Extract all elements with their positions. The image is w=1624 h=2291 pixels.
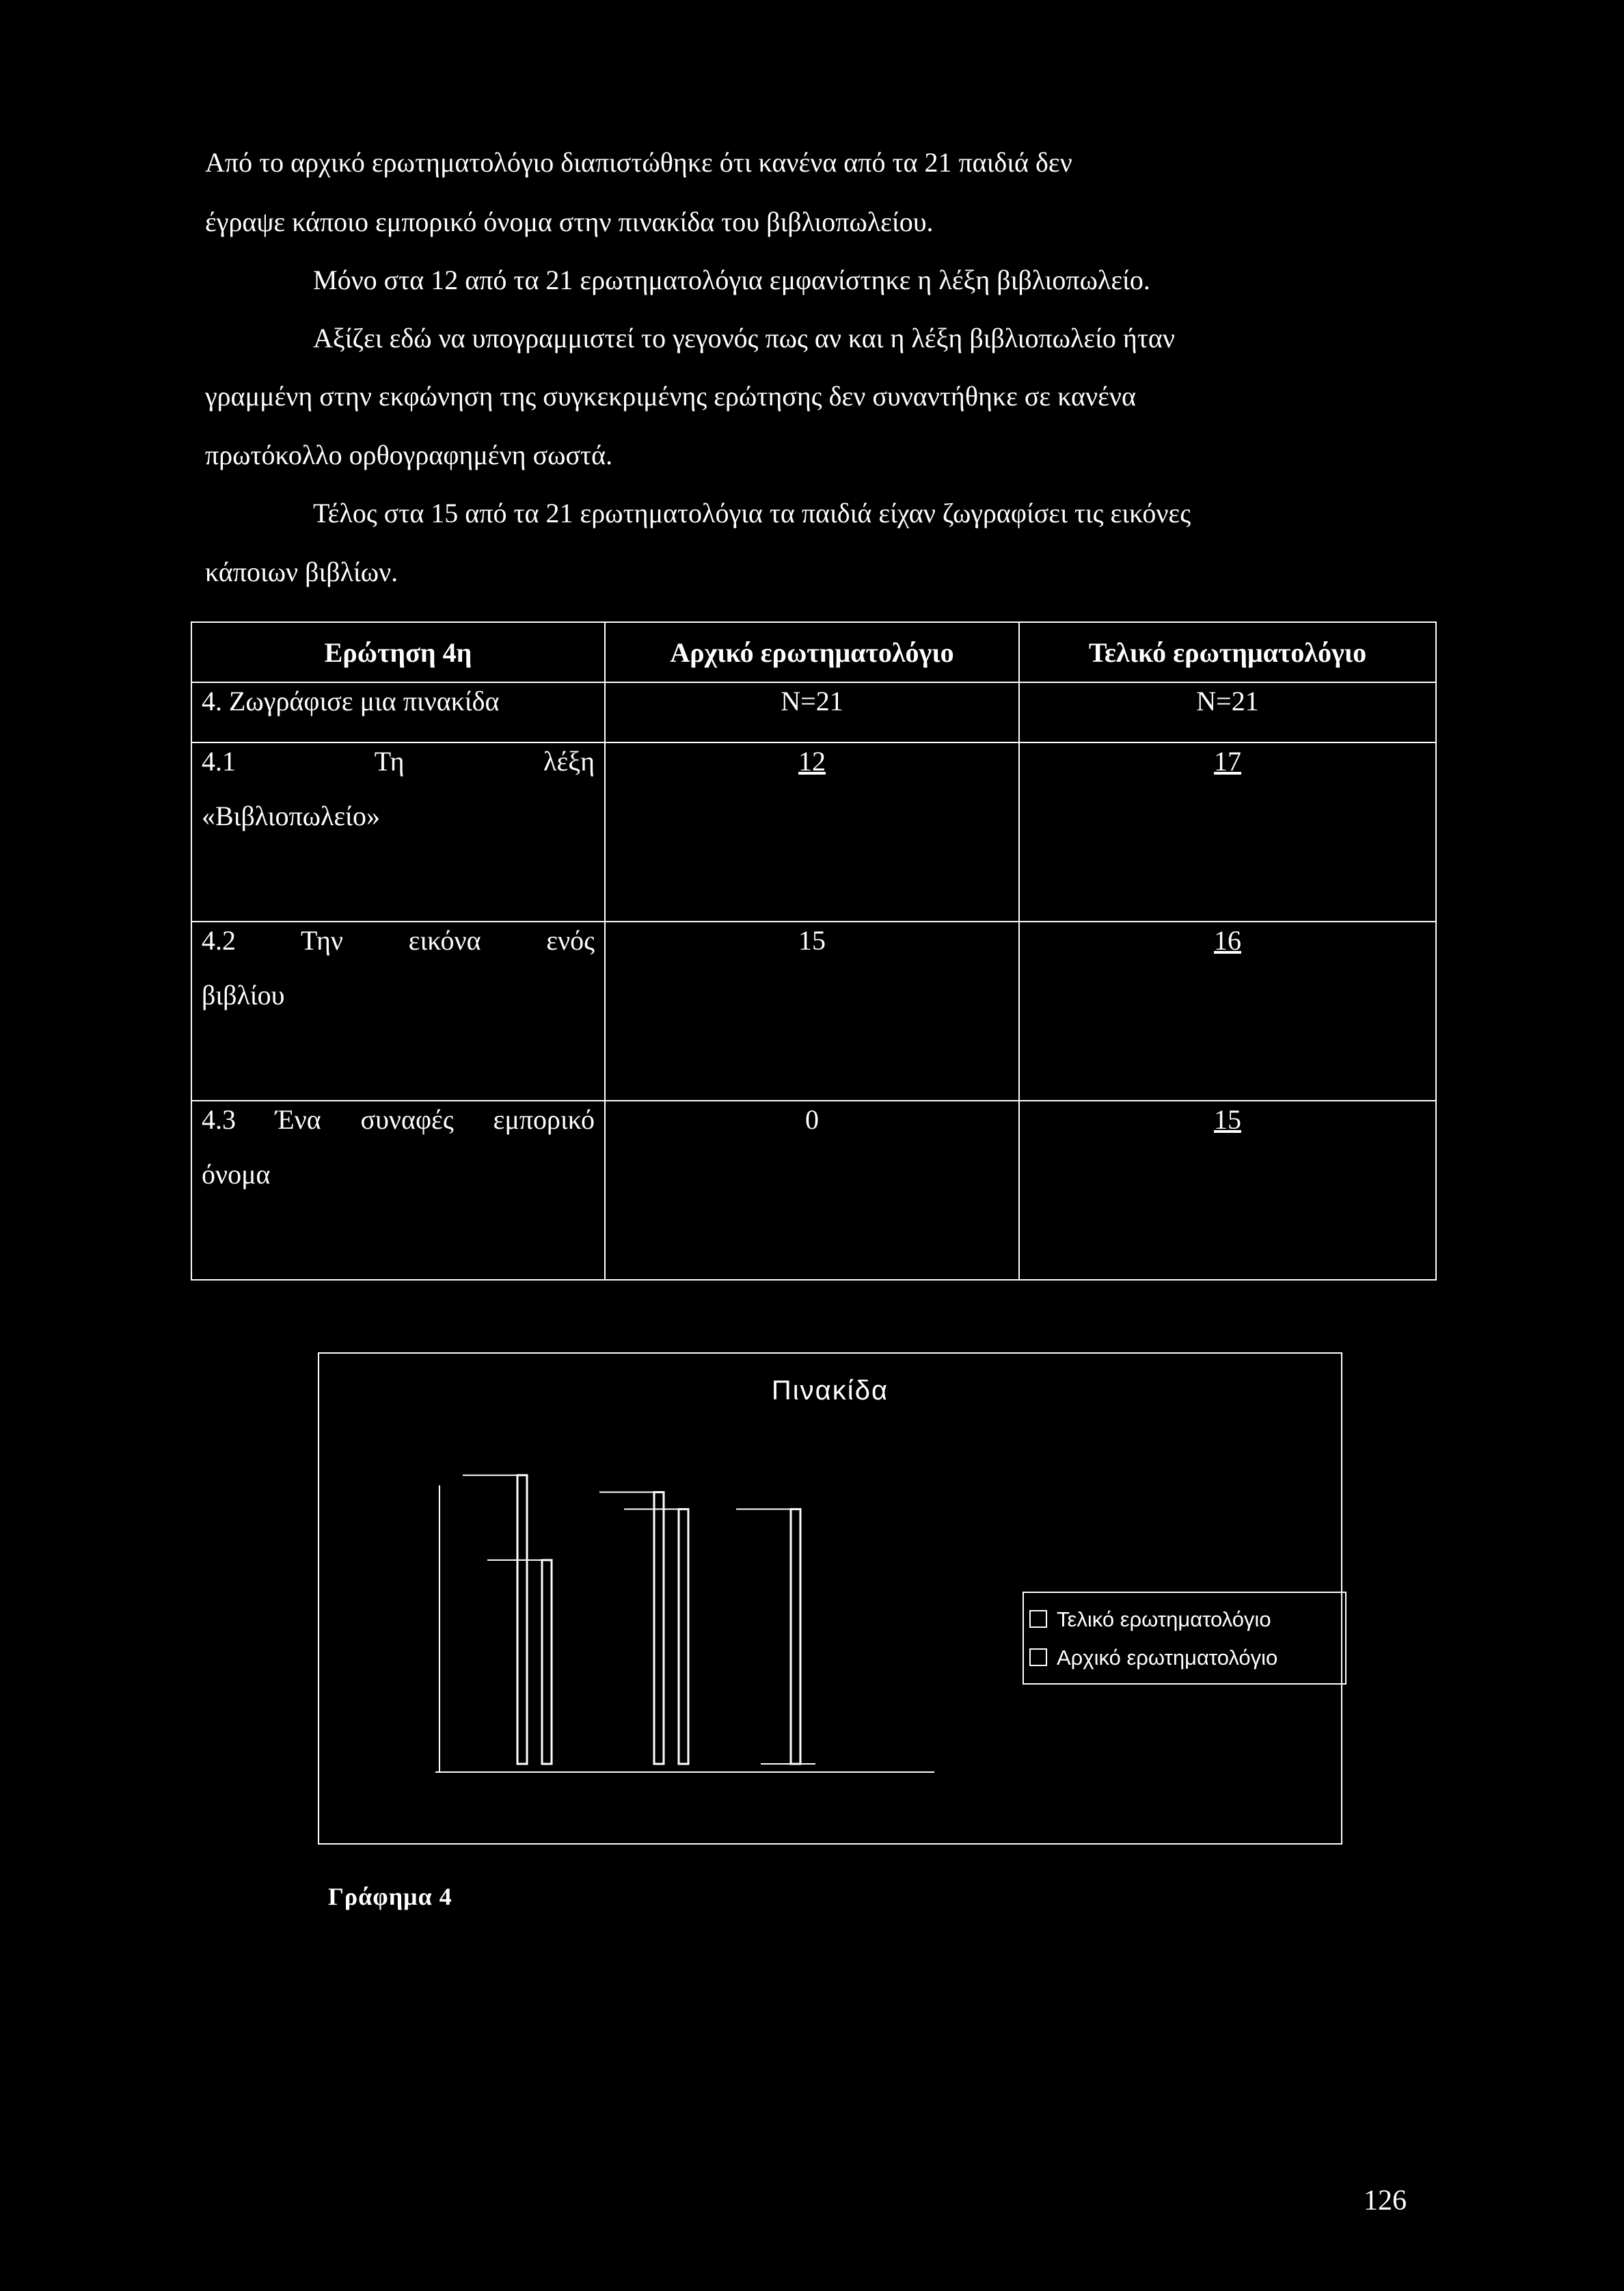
paragraph-2-line-1: Μόνο στα 12 από τα 21 ερωτηματολόγια εμφανίστηκε η λέξη βιβλιοπωλείο.: [313, 265, 1150, 295]
legend-swatch: [1029, 1648, 1047, 1666]
final-value: [1019, 742, 1436, 922]
paragraph-1-line-1: Από το αρχικό ερωτηματολόγιο διαπιστώθηκε ότι κανένα από τα 21 παιδιά δεν: [205, 147, 1072, 178]
final-value: N=21: [1019, 682, 1436, 742]
paragraph-4-line-1: Τέλος στα 15 από τα 21 ερωτηματολόγια τα παιδιά είχαν ζωγραφίσει τις εικόνες: [313, 498, 1191, 528]
header-initial: Αρχικό ερωτηματολόγιο: [605, 622, 1019, 682]
final-value: [1019, 922, 1436, 1101]
row-label: [191, 922, 605, 1101]
row-label: 4. Ζωγράφισε μια πινακίδα: [191, 682, 605, 742]
table-row: [191, 742, 1436, 922]
initial-value: N=21: [605, 682, 1019, 742]
paragraph-4-line-2: κάποιων βιβλίων.: [205, 557, 398, 587]
page-number: 126: [1364, 2185, 1407, 2216]
table-row: [191, 682, 1436, 742]
initial-value-text: 12: [798, 746, 826, 777]
figure-caption: Γράφημα 4: [328, 1883, 452, 1910]
table-row: [191, 922, 1436, 1101]
initial-value: [605, 742, 1019, 922]
paragraph-1-line-2: έγραψε κάποιο εμπορικό όνομα στην πινακίδα του βιβλιοπωλείου.: [205, 206, 934, 237]
final-value-text: 17: [1214, 746, 1241, 777]
chart-frame: [318, 1352, 1342, 1845]
legend-swatch: [1029, 1610, 1047, 1628]
bar-τελικό-4.3: [791, 1509, 800, 1764]
row-label-line-1: 4.1 Τη λέξη: [202, 746, 595, 777]
row-label-line-1: 4.3 Ένα συναφές εμπορικό: [202, 1104, 595, 1135]
row-label-line-1: 4.2 Την εικόνα ενός: [202, 925, 595, 956]
row-label-line-2: βιβλίου: [202, 980, 285, 1010]
row-label: [191, 742, 605, 922]
paragraph-3-line-3: πρωτόκολλο ορθογραφημένη σωστά.: [205, 440, 613, 470]
row-label-line-2: «Βιβλιοπωλείο»: [202, 801, 380, 831]
initial-value: 15: [605, 922, 1019, 1101]
chart-legend: [1023, 1592, 1346, 1685]
header-question: Ερώτηση 4η: [191, 622, 605, 682]
final-value-text: 15: [1214, 1104, 1241, 1135]
bar-τελικό-4.2: [654, 1492, 664, 1764]
final-value: [1019, 1101, 1436, 1280]
paragraph-3-line-1: Αξίζει εδώ να υπογραμμιστεί το γεγονός πως αν και η λέξη βιβλιοπωλείο ήταν: [313, 323, 1175, 353]
bar-αρχικό-4.2: [679, 1509, 688, 1764]
bar-αρχικό-4.1: [542, 1560, 552, 1764]
legend-label: Αρχικό ερωτηματολόγιο: [1057, 1645, 1278, 1670]
legend-item: [1029, 1600, 1340, 1638]
table-row: [191, 1101, 1436, 1280]
legend-item: [1029, 1638, 1340, 1676]
final-value-text: 16: [1214, 925, 1241, 956]
row-label: [191, 1101, 605, 1280]
legend-label: Τελικό ερωτηματολόγιο: [1057, 1607, 1271, 1631]
header-final: Τελικό ερωτηματολόγιο: [1019, 622, 1436, 682]
paragraph-3-line-2: γραμμένη στην εκφώνηση της συγκεκριμένης ερώτησης δεν συναντήθηκε σε κανένα: [205, 381, 1136, 412]
results-table: [191, 621, 1437, 1281]
initial-value: 0: [605, 1101, 1019, 1280]
row-label-line-2: όνομα: [202, 1159, 271, 1190]
chart-title: Πινακίδα: [771, 1376, 889, 1406]
bar-τελικό-4.1: [517, 1475, 527, 1764]
